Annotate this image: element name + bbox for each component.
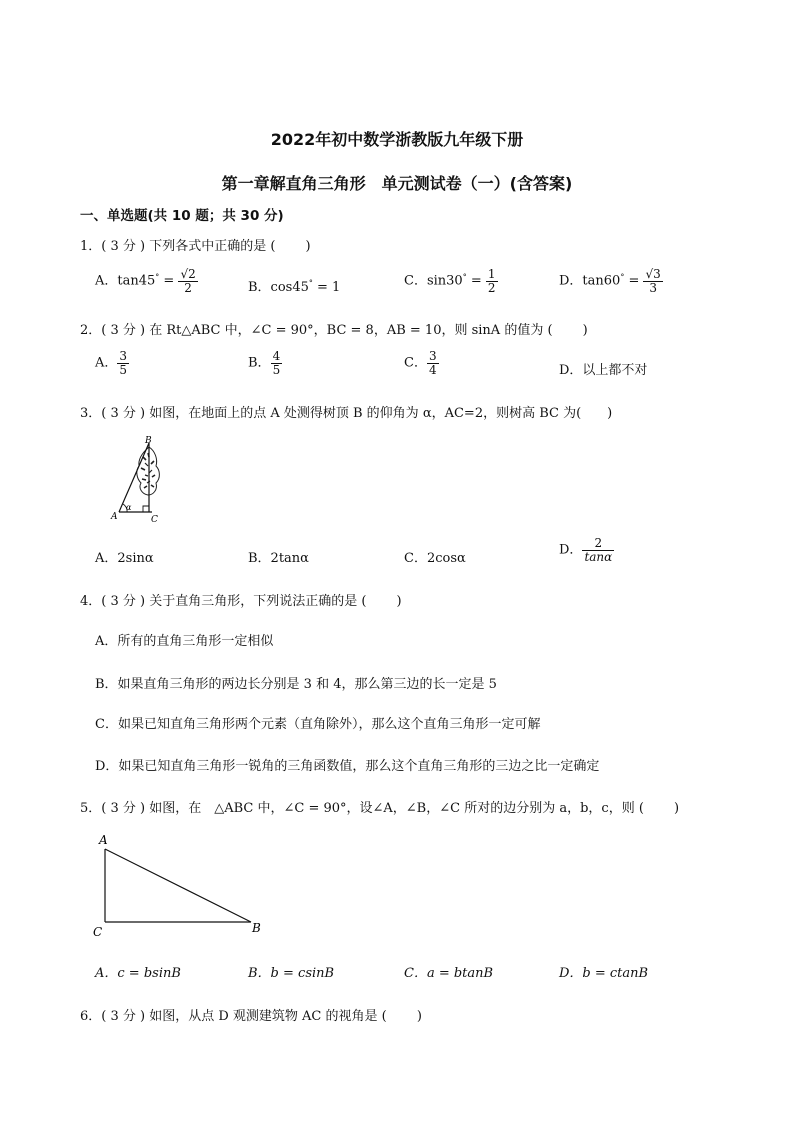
- q3-d-denominator: tanα: [584, 549, 613, 564]
- q3-label-a: A: [111, 512, 118, 522]
- q2-c-denominator: 4: [428, 362, 437, 377]
- q1-b-eq: = 1: [312, 280, 341, 295]
- q5-label-a: A: [99, 833, 108, 847]
- q5-option-a: A．c = bsinB: [95, 966, 181, 981]
- q1-c-eq: =: [466, 273, 486, 289]
- q3-d-prefix: D．: [559, 542, 583, 558]
- q2-option-a: [95, 350, 129, 376]
- section-heading: 一、单选题(共 10 题；共 30 分): [80, 208, 284, 224]
- q3-d-numerator: 2: [594, 536, 603, 550]
- q1-d-prefix: D．tan60: [559, 273, 621, 289]
- q1-option-d: [559, 268, 663, 294]
- q4-stem: 4．( 3 分 ) 关于直角三角形，下列说法正确的是 ( ): [80, 594, 402, 609]
- q1-option-b: [248, 276, 340, 295]
- q1-d-fraction: [643, 268, 662, 294]
- q1-option-a: [95, 268, 198, 294]
- q3-label-c: C: [151, 515, 158, 525]
- q3-stem: 3．( 3 分 ) 如图，在地面上的点 A 处测得树顶 B 的仰角为 α，AC=2，则树高 BC 为( ): [80, 406, 613, 421]
- document-subtitle: 第一章解直角三角形 单元测试卷（一）(含答案): [221, 174, 573, 193]
- q3-side-ab: [119, 443, 149, 512]
- q5-triangle-figure: [88, 830, 268, 940]
- q4-option-c: C．如果已知直角三角形两个元素（直角除外），那么这个直角三角形一定可解: [95, 717, 541, 732]
- q5-label-b: B: [252, 921, 261, 935]
- q1-a-prefix: A．tan45: [95, 273, 156, 289]
- q5-option-b: B．b = csinB: [248, 966, 335, 981]
- q1-b-degree: °: [308, 278, 313, 288]
- q5-option-c: C．a = btanB: [404, 966, 494, 981]
- q2-option-c: [404, 350, 439, 376]
- q1-stem: 1．( 3 分 ) 下列各式中正确的是 ( ): [80, 239, 311, 254]
- q1-c-fraction: [486, 268, 498, 294]
- q1-d-eq: =: [624, 273, 644, 289]
- q3-tree-figure: [108, 433, 168, 525]
- q3-label-alpha: α: [126, 503, 132, 512]
- q1-a-denominator: 2: [178, 281, 197, 295]
- q2-a-denominator: 5: [119, 362, 128, 377]
- q2-a-prefix: A．: [95, 355, 118, 371]
- q5-label-c: C: [93, 925, 103, 939]
- q1-d-degree: °: [620, 272, 625, 282]
- q3-d-fraction: [582, 537, 614, 563]
- q3-tree-foliage: [137, 447, 160, 495]
- q1-c-denominator: 2: [487, 280, 496, 295]
- q1-d-numerator: 3: [653, 267, 661, 281]
- q2-c-fraction: [427, 350, 439, 376]
- q1-c-numerator: 1: [487, 267, 496, 281]
- q2-a-numerator: 3: [119, 349, 128, 363]
- document-title: 2022年初中数学浙教版九年级下册: [270, 130, 524, 149]
- q2-b-fraction: [271, 350, 283, 376]
- q4-option-a: A．所有的直角三角形一定相似: [95, 634, 274, 649]
- q3-option-a: A．2sinα: [95, 551, 154, 566]
- q1-option-c: [404, 268, 498, 294]
- q4-option-d: D．如果已知直角三角形一锐角的三角函数值，那么这个直角三角形的三边之比一定确定: [95, 759, 600, 774]
- q5-side-ab: [105, 849, 251, 922]
- q2-b-numerator: 4: [272, 349, 281, 363]
- q2-c-prefix: C．: [404, 355, 427, 371]
- q5-option-d: D．b = ctanB: [559, 966, 649, 981]
- q3-label-b: B: [145, 436, 152, 446]
- q1-c-degree: °: [462, 272, 467, 282]
- q2-c-numerator: 3: [428, 349, 437, 363]
- q1-a-degree: °: [155, 272, 160, 282]
- q2-b-prefix: B．: [248, 355, 271, 371]
- q6-stem: 6．( 3 分 ) 如图，从点 D 观测建筑物 AC 的视角是 ( ): [80, 1009, 422, 1024]
- q1-c-prefix: C．sin30: [404, 273, 463, 289]
- q1-d-sqrt-symbol: √: [645, 267, 654, 281]
- q1-d-denominator: 3: [643, 281, 662, 295]
- q2-stem: 2．( 3 分 ) 在 Rt△ABC 中，∠C = 90°，BC = 8，AB = 10，则 sinA 的值为 ( ): [80, 323, 588, 338]
- q2-option-b: [248, 350, 282, 376]
- q3-option-d: [559, 537, 614, 563]
- q1-a-sqrt-symbol: √: [180, 267, 189, 281]
- q2-b-denominator: 5: [272, 362, 281, 377]
- q1-a-eq: =: [159, 273, 179, 289]
- q4-option-b: B．如果直角三角形的两边长分别是 3 和 4，那么第三边的长一定是 5: [95, 677, 497, 692]
- q1-a-fraction: [178, 268, 197, 294]
- q1-a-numerator: 2: [188, 267, 196, 281]
- q3-right-angle-mark: [143, 506, 149, 512]
- q2-option-d: D．以上都不对: [559, 363, 648, 378]
- q5-stem: 5．( 3 分 ) 如图，在 △ABC 中，∠C = 90°，设∠A，∠B，∠C 所对的边分别为 a，b，c，则 ( ): [80, 801, 680, 816]
- q1-b-prefix: B．cos45: [248, 280, 309, 295]
- q2-a-fraction: [117, 350, 129, 376]
- q3-option-c: C．2cosα: [404, 551, 466, 566]
- q3-option-b: B．2tanα: [248, 551, 309, 566]
